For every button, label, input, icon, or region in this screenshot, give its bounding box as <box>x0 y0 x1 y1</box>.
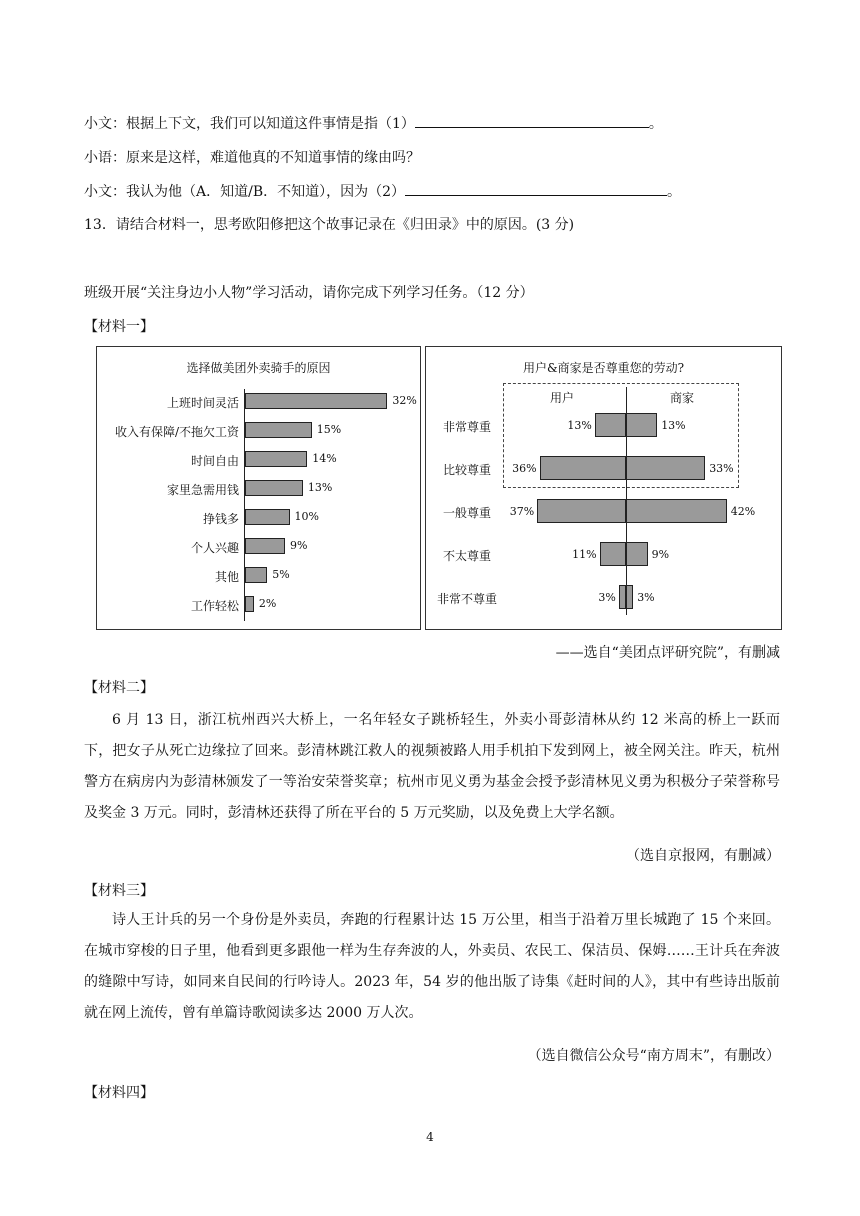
value-label: 32% <box>392 394 417 407</box>
bar-users <box>619 585 626 609</box>
category-label: 不太尊重 <box>442 549 491 563</box>
value-label: 14% <box>312 452 337 465</box>
bar-users <box>595 413 626 437</box>
value-label: 13% <box>307 481 333 494</box>
dialogue-line-3 <box>84 181 681 201</box>
value-label-merchants: 9% <box>651 548 670 561</box>
category-label: 家里急需用钱 <box>166 483 239 497</box>
category-label: 非常尊重 <box>442 420 491 434</box>
value-label: 10% <box>294 510 319 523</box>
dialogue-end: 。 <box>648 116 663 132</box>
dialogue-line-2 <box>84 147 420 167</box>
value-label: 9% <box>290 539 308 552</box>
chart-respect <box>425 346 782 630</box>
material3-heading: 【材料三】 <box>84 883 154 899</box>
bar-merchants <box>626 542 648 566</box>
value-label-merchants: 42% <box>730 505 756 518</box>
page-number: 4 <box>426 1130 434 1144</box>
dialogue-text: 小语：原来是这样，难道他真的不知道事情的缘由吗？ <box>84 150 420 166</box>
material1-heading: 【材料一】 <box>84 319 154 335</box>
category-label: 收入有保障/不拖欠工资 <box>114 425 239 439</box>
category-label: 一般尊重 <box>442 506 491 520</box>
value-label-users: 13% <box>567 419 592 432</box>
category-label: 其他 <box>214 570 239 584</box>
chart-reasons <box>96 346 421 630</box>
dialogue-text: 小文：根据上下文，我们可以知道这件事情是指（1） <box>84 116 415 132</box>
bar-merchants <box>626 499 727 523</box>
value-label: 5% <box>272 568 290 581</box>
dialogue-text: 小文：我认为他（A．知道/B．不知道），因为（2） <box>84 184 406 200</box>
bar <box>245 451 307 467</box>
material2-text: 6 月 13 日，浙江杭州西兴大桥上，一名年轻女子跳桥轻生，外卖小哥彭清林从约 12 米高的桥上一跃而下，把女子从死亡边缘拉了回来。彭清林跳江救人的视频被路人用手机拍下发到网上，被全网关注。昨天，杭州警方在病房内为彭清林颁发了一等治安荣誉奖章；杭州市见义勇为基金会授予彭清林见义勇为积极分子荣誉称号及奖金 3 万元。同时，彭清林还获得了所在平台的 5 万元奖励，以及免费上大学名额。 <box>84 712 780 821</box>
legend-merchants: 商家 <box>670 391 695 405</box>
answer-blank-2[interactable] <box>405 181 667 196</box>
dialogue-line-1 <box>84 113 663 133</box>
bar <box>245 538 285 554</box>
material2-source: （选自京报网，有删减） <box>626 848 780 864</box>
category-label: 上班时间灵活 <box>166 396 239 410</box>
material2-heading: 【材料二】 <box>84 680 154 696</box>
value-label-merchants: 3% <box>637 591 655 604</box>
category-label: 工作轻松 <box>190 599 239 613</box>
category-label: 挣钱多 <box>202 512 239 526</box>
legend-users: 用户 <box>550 391 575 405</box>
bar-merchants <box>626 456 705 480</box>
category-label: 比较尊重 <box>442 463 491 477</box>
category-label: 时间自由 <box>190 454 239 468</box>
bar-users <box>540 456 626 480</box>
material3-source: （选自微信公众号“南方周末”，有删改） <box>527 1048 780 1064</box>
value-label-users: 36% <box>512 462 537 475</box>
bar-users <box>537 499 626 523</box>
value-label-merchants: 13% <box>661 419 686 432</box>
bar <box>245 596 254 612</box>
bar <box>245 567 267 583</box>
material1-source: ——选自“美团点评研究院”，有删减 <box>555 645 780 661</box>
task-intro: 班级开展“关注身边小人物”学习活动，请你完成下列学习任务。（12 分） <box>84 285 534 301</box>
category-label: 非常不尊重 <box>436 592 497 606</box>
chart-reasons-title: 选择做美团外卖骑手的原因 <box>186 361 331 375</box>
material4-heading: 【材料四】 <box>84 1085 154 1101</box>
chart-respect-title: 用户&商家是否尊重您的劳动? <box>522 361 685 375</box>
value-label: 15% <box>316 423 342 436</box>
bar-merchants <box>626 585 633 609</box>
value-label-users: 11% <box>572 548 597 561</box>
value-label-merchants: 33% <box>709 462 734 475</box>
bar-merchants <box>626 413 657 437</box>
category-label: 个人兴趣 <box>190 541 239 555</box>
bar <box>245 422 312 438</box>
bar-users <box>600 542 626 566</box>
question-13 <box>84 214 574 234</box>
material3-text: 诗人王计兵的另一个身份是外卖员，奔跑的行程累计达 15 万公里，相当于沿着万里长城跑了 15 个来回。在城市穿梭的日子里，他看到更多跟他一样为生存奔波的人，外卖员、农民工、保洁员、保姆……王计兵在奔波的缝隙中写诗，如同来自民间的行吟诗人。2023 年，54 岁的他出版了诗集《赶时间的人》，其中有些诗出版前就在网上流传，曾有单篇诗歌阅读多达 2000 万人次。 <box>84 912 780 1021</box>
bar <box>245 509 290 525</box>
value-label-users: 3% <box>598 591 616 604</box>
value-label-users: 37% <box>509 505 535 518</box>
question-text: 13．请结合材料一，思考欧阳修把这个故事记录在《归田录》中的原因。(3 分) <box>84 217 575 233</box>
dialogue-end: 。 <box>667 184 682 200</box>
bar <box>245 480 303 496</box>
bar <box>245 393 387 409</box>
answer-blank-1[interactable] <box>415 113 649 128</box>
value-label: 2% <box>258 597 277 610</box>
